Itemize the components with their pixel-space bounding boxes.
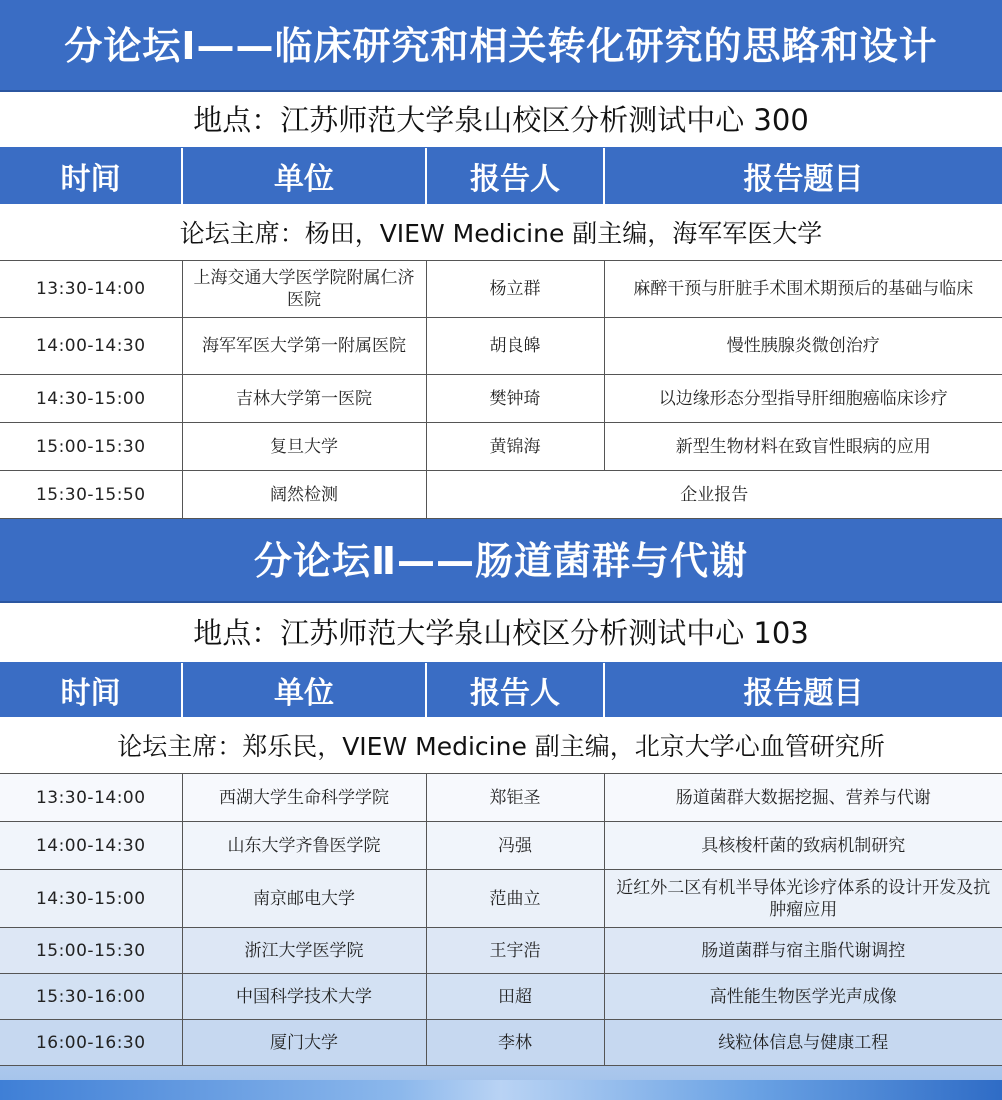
unit-cell: 吉林大学第一医院 bbox=[182, 375, 426, 423]
forum1-location: 地点：江苏师范大学泉山校区分析测试中心 300 bbox=[0, 92, 1002, 148]
unit-cell: 阔然检测 bbox=[182, 471, 426, 519]
speaker-cell: 王宇浩 bbox=[426, 928, 604, 974]
forum1-chair-row bbox=[0, 204, 1002, 261]
header-time: 时间 bbox=[0, 148, 182, 204]
table-row bbox=[0, 974, 1002, 1020]
time-cell: 13:30-14:00 bbox=[0, 261, 182, 318]
speaker-cell: 黄锦海 bbox=[426, 423, 604, 471]
unit-cell: 山东大学齐鲁医学院 bbox=[182, 822, 426, 870]
topic-cell: 新型生物材料在致盲性眼病的应用 bbox=[604, 423, 1002, 471]
time-cell: 14:30-15:00 bbox=[0, 870, 182, 928]
speaker-cell: 胡良皞 bbox=[426, 318, 604, 375]
merged-cell: 企业报告 bbox=[426, 471, 1002, 519]
time-cell: 15:30-16:00 bbox=[0, 974, 182, 1020]
table-row bbox=[0, 822, 1002, 870]
unit-cell: 浙江大学医学院 bbox=[182, 928, 426, 974]
speaker-cell: 范曲立 bbox=[426, 870, 604, 928]
topic-cell: 以边缘形态分型指导肝细胞癌临床诊疗 bbox=[604, 375, 1002, 423]
table-row bbox=[0, 774, 1002, 822]
topic-cell: 麻醉干预与肝脏手术围术期预后的基础与临床 bbox=[604, 261, 1002, 318]
topic-cell: 近红外二区有机半导体光诊疗体系的设计开发及抗肿瘤应用 bbox=[604, 870, 1002, 928]
table-row bbox=[0, 318, 1002, 375]
forum2-header-row bbox=[0, 663, 1002, 717]
table-row bbox=[0, 471, 1002, 519]
header-unit: 单位 bbox=[182, 148, 426, 204]
unit-cell: 复旦大学 bbox=[182, 423, 426, 471]
unit-cell: 中国科学技术大学 bbox=[182, 974, 426, 1020]
time-cell: 14:00-14:30 bbox=[0, 318, 182, 375]
header-speaker: 报告人 bbox=[426, 148, 604, 204]
forum2-title: 分论坛Ⅱ——肠道菌群与代谢 bbox=[0, 519, 1002, 603]
time-cell: 15:00-15:30 bbox=[0, 423, 182, 471]
time-cell: 14:00-14:30 bbox=[0, 822, 182, 870]
unit-cell: 西湖大学生命科学学院 bbox=[182, 774, 426, 822]
table-row bbox=[0, 1020, 1002, 1066]
forum1-chair: 论坛主席：杨田，VIEW Medicine 副主编，海军军医大学 bbox=[0, 204, 1002, 261]
topic-cell: 肠道菌群大数据挖掘、营养与代谢 bbox=[604, 774, 1002, 822]
unit-cell: 海军军医大学第一附属医院 bbox=[182, 318, 426, 375]
speaker-cell: 李林 bbox=[426, 1020, 604, 1066]
header-unit: 单位 bbox=[182, 663, 426, 717]
time-cell: 13:30-14:00 bbox=[0, 774, 182, 822]
speaker-cell: 杨立群 bbox=[426, 261, 604, 318]
speaker-cell: 樊钟琦 bbox=[426, 375, 604, 423]
topic-cell: 具核梭杆菌的致病机制研究 bbox=[604, 822, 1002, 870]
time-cell: 14:30-15:00 bbox=[0, 375, 182, 423]
topic-cell: 肠道菌群与宿主脂代谢调控 bbox=[604, 928, 1002, 974]
table-row bbox=[0, 423, 1002, 471]
forum1-header-row bbox=[0, 148, 1002, 204]
topic-cell: 线粒体信息与健康工程 bbox=[604, 1020, 1002, 1066]
speaker-cell: 冯强 bbox=[426, 822, 604, 870]
forum2-chair-row bbox=[0, 717, 1002, 774]
forum2-chair: 论坛主席：郑乐民，VIEW Medicine 副主编，北京大学心血管研究所 bbox=[0, 717, 1002, 774]
topic-cell: 高性能生物医学光声成像 bbox=[604, 974, 1002, 1020]
time-cell: 16:00-16:30 bbox=[0, 1020, 182, 1066]
table-row bbox=[0, 870, 1002, 928]
topic-cell: 慢性胰腺炎微创治疗 bbox=[604, 318, 1002, 375]
header-topic: 报告题目 bbox=[604, 663, 1002, 717]
time-cell: 15:00-15:30 bbox=[0, 928, 182, 974]
header-time: 时间 bbox=[0, 663, 182, 717]
unit-cell: 厦门大学 bbox=[182, 1020, 426, 1066]
forum2-table bbox=[0, 663, 1002, 1066]
table-row bbox=[0, 375, 1002, 423]
forum2-location: 地点：江苏师范大学泉山校区分析测试中心 103 bbox=[0, 603, 1002, 663]
header-topic: 报告题目 bbox=[604, 148, 1002, 204]
unit-cell: 南京邮电大学 bbox=[182, 870, 426, 928]
unit-cell: 上海交通大学医学院附属仁济医院 bbox=[182, 261, 426, 318]
table-row bbox=[0, 928, 1002, 974]
time-cell: 15:30-15:50 bbox=[0, 471, 182, 519]
speaker-cell: 郑钜圣 bbox=[426, 774, 604, 822]
header-speaker: 报告人 bbox=[426, 663, 604, 717]
speaker-cell: 田超 bbox=[426, 974, 604, 1020]
table-row bbox=[0, 261, 1002, 318]
decorative-bottom-strip bbox=[0, 1080, 1002, 1100]
forum1-table bbox=[0, 148, 1002, 519]
forum1-title: 分论坛Ⅰ——临床研究和相关转化研究的思路和设计 bbox=[0, 0, 1002, 92]
